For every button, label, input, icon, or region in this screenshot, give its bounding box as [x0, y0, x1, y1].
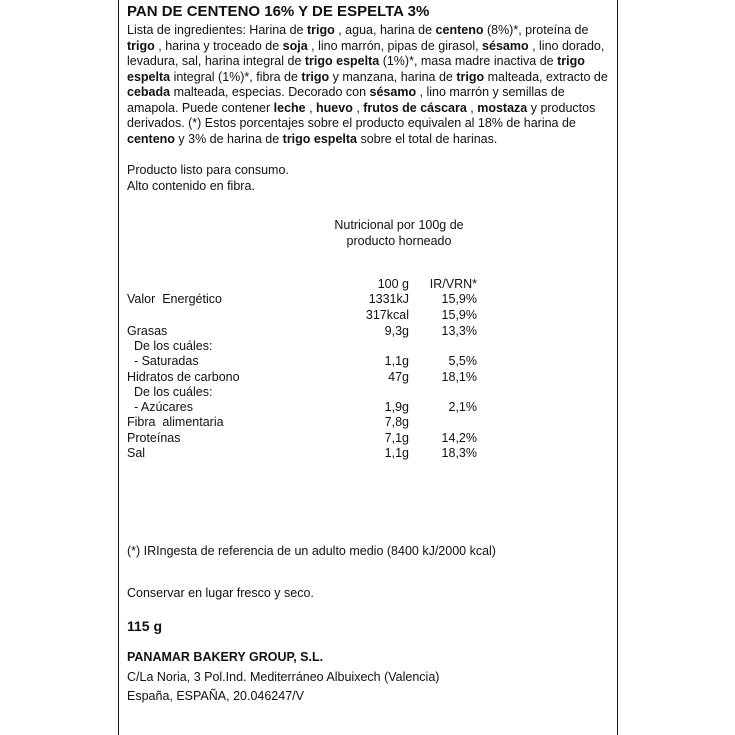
nutrition-row: [127, 431, 607, 446]
company-address: C/La Noria, 3 Pol.Ind. Mediterráneo Albuixech (Valencia): [127, 670, 440, 684]
nutrition-rows: [127, 292, 607, 461]
nutrition-row: [127, 370, 607, 385]
ready-to-eat-note: Producto listo para consumo.: [127, 163, 289, 177]
ingredients-text: malteada, extracto de: [484, 69, 608, 84]
ingredients-text: (1%)*, masa madre inactiva de: [379, 54, 558, 68]
allergen-highlight: trigo espelta: [304, 54, 380, 68]
reference-intake-percent: 18,3%: [441, 446, 477, 461]
ingredients-text: , lino dorado, levadura, sal, harina integral de: [127, 38, 605, 68]
nutrition-heading: [319, 218, 479, 249]
ingredients-text: Lista de ingredientes: Harina de: [127, 23, 307, 37]
reference-intake-percent: 5,5%: [448, 354, 477, 369]
allergen-highlight: trigo espelta: [127, 54, 585, 84]
reference-intake-percent: 2,1%: [448, 400, 477, 415]
allergen-highlight: sésamo: [369, 85, 417, 99]
value-per-100g: 317kcal: [365, 307, 409, 322]
reference-intake-percent: 14,2%: [441, 430, 477, 445]
nutrient-name: - Azúcares: [127, 400, 193, 415]
nutrient-name: - Saturadas: [127, 354, 199, 369]
company-name: PANAMAR BAKERY GROUP, S.L.: [127, 650, 324, 664]
product-title: PAN DE CENTENO 16% Y DE ESPELTA 3%: [127, 3, 430, 20]
reference-intake-percent: 15,9%: [441, 292, 477, 307]
allergen-highlight: trigo: [127, 38, 155, 53]
allergen-highlight: leche: [273, 100, 306, 115]
allergen-highlight: huevo: [316, 100, 353, 115]
ingredients-text: , harina y troceado de: [154, 38, 283, 53]
country-registry: España, ESPAÑA, 20.046247/V: [127, 689, 304, 703]
allergen-highlight: centeno: [435, 23, 484, 37]
ingredients-text: malteada, especias. Decorado con: [170, 85, 370, 99]
allergen-highlight: trigo espelta: [282, 131, 357, 146]
ingredients-text: integral (1%)*, fibra de: [170, 69, 302, 84]
reference-intake-percent: 18,1%: [441, 369, 477, 384]
nutrition-row: [127, 446, 607, 461]
nutrient-name: Hidratos de carbono: [127, 369, 240, 384]
ingredients-text: (8%)*, proteína de: [483, 23, 589, 37]
value-per-100g: 1,9g: [384, 400, 409, 415]
allergen-highlight: soja: [282, 38, 308, 53]
column-header-ir: IR/VRN*: [429, 277, 477, 291]
reference-intake-percent: 13,3%: [441, 323, 477, 338]
value-per-100g: 1,1g: [384, 354, 409, 369]
nutrition-row: [127, 354, 607, 369]
nutrition-row: [127, 385, 607, 400]
allergen-highlight: centeno: [127, 131, 175, 146]
nutrient-name: Grasas: [127, 323, 168, 338]
value-per-100g: 1,1g: [384, 446, 409, 461]
ingredients-text: ,: [305, 100, 317, 115]
value-per-100g: 7,8g: [384, 415, 409, 430]
allergen-highlight: mostaza: [477, 100, 528, 115]
allergen-highlight: sésamo: [482, 38, 529, 53]
nutrient-name: Sal: [127, 446, 146, 461]
nutrient-name: Fibra alimentaria: [127, 415, 224, 430]
footnote: (*) IRIngesta de referencia de un adulto medio (8400 kJ/2000 kcal): [127, 544, 496, 558]
nutrition-table: [127, 277, 607, 461]
fiber-claim: Alto contenido en fibra.: [127, 179, 255, 193]
column-header-100g: 100 g: [377, 277, 409, 291]
ingredients-text: y 3% de harina de: [174, 131, 283, 146]
product-label: [118, 0, 618, 735]
nutrition-row: [127, 415, 607, 430]
ingredients-text: ,: [352, 100, 364, 115]
allergen-highlight: trigo: [306, 23, 335, 37]
value-per-100g: 1331kJ: [368, 292, 409, 307]
value-per-100g: 9,3g: [384, 323, 409, 338]
nutrition-row: [127, 339, 607, 354]
nutrient-name: Proteínas: [127, 430, 181, 445]
nutrition-heading-line-1: Nutricional por 100g de: [334, 218, 464, 232]
nutrition-row: [127, 292, 607, 307]
ingredients-text: , lino marrón, pipas de girasol,: [307, 38, 483, 53]
ingredients-text: y manzana, harina de: [329, 69, 457, 84]
value-per-100g: 47g: [388, 369, 409, 384]
allergen-highlight: trigo: [456, 69, 485, 84]
nutrition-row: [127, 308, 607, 324]
allergen-highlight: frutos de cáscara: [363, 100, 467, 115]
ingredients-text: ,: [466, 100, 478, 115]
ingredients-text: , lino marrón y semillas de amapola. Puede contener: [127, 85, 565, 115]
reference-intake-percent: 15,9%: [441, 307, 477, 322]
nutrient-name: De los cuáles:: [127, 338, 213, 353]
nutrition-header-row: [127, 277, 607, 292]
value-per-100g: 7,1g: [384, 430, 409, 445]
allergen-highlight: cebada: [127, 85, 171, 99]
nutrition-row: [127, 400, 607, 415]
ingredients-text: y productos derivados. (*) Estos porcentajes sobre el producto equivalen al 18% de harina de: [127, 100, 596, 130]
ingredients-list: [127, 23, 609, 147]
nutrient-name: De los cuáles:: [127, 384, 213, 399]
ingredients-text: sobre el total de harinas.: [356, 131, 498, 146]
storage-instructions: Conservar en lugar fresco y seco.: [127, 586, 314, 600]
net-weight: 115 g: [127, 618, 163, 634]
ingredients-text: , agua, harina de: [334, 23, 436, 37]
nutrition-heading-line-2: producto horneado: [346, 233, 452, 248]
nutrient-name: Valor Energético: [127, 292, 222, 307]
allergen-highlight: trigo: [301, 69, 330, 84]
nutrition-row: [127, 324, 607, 339]
